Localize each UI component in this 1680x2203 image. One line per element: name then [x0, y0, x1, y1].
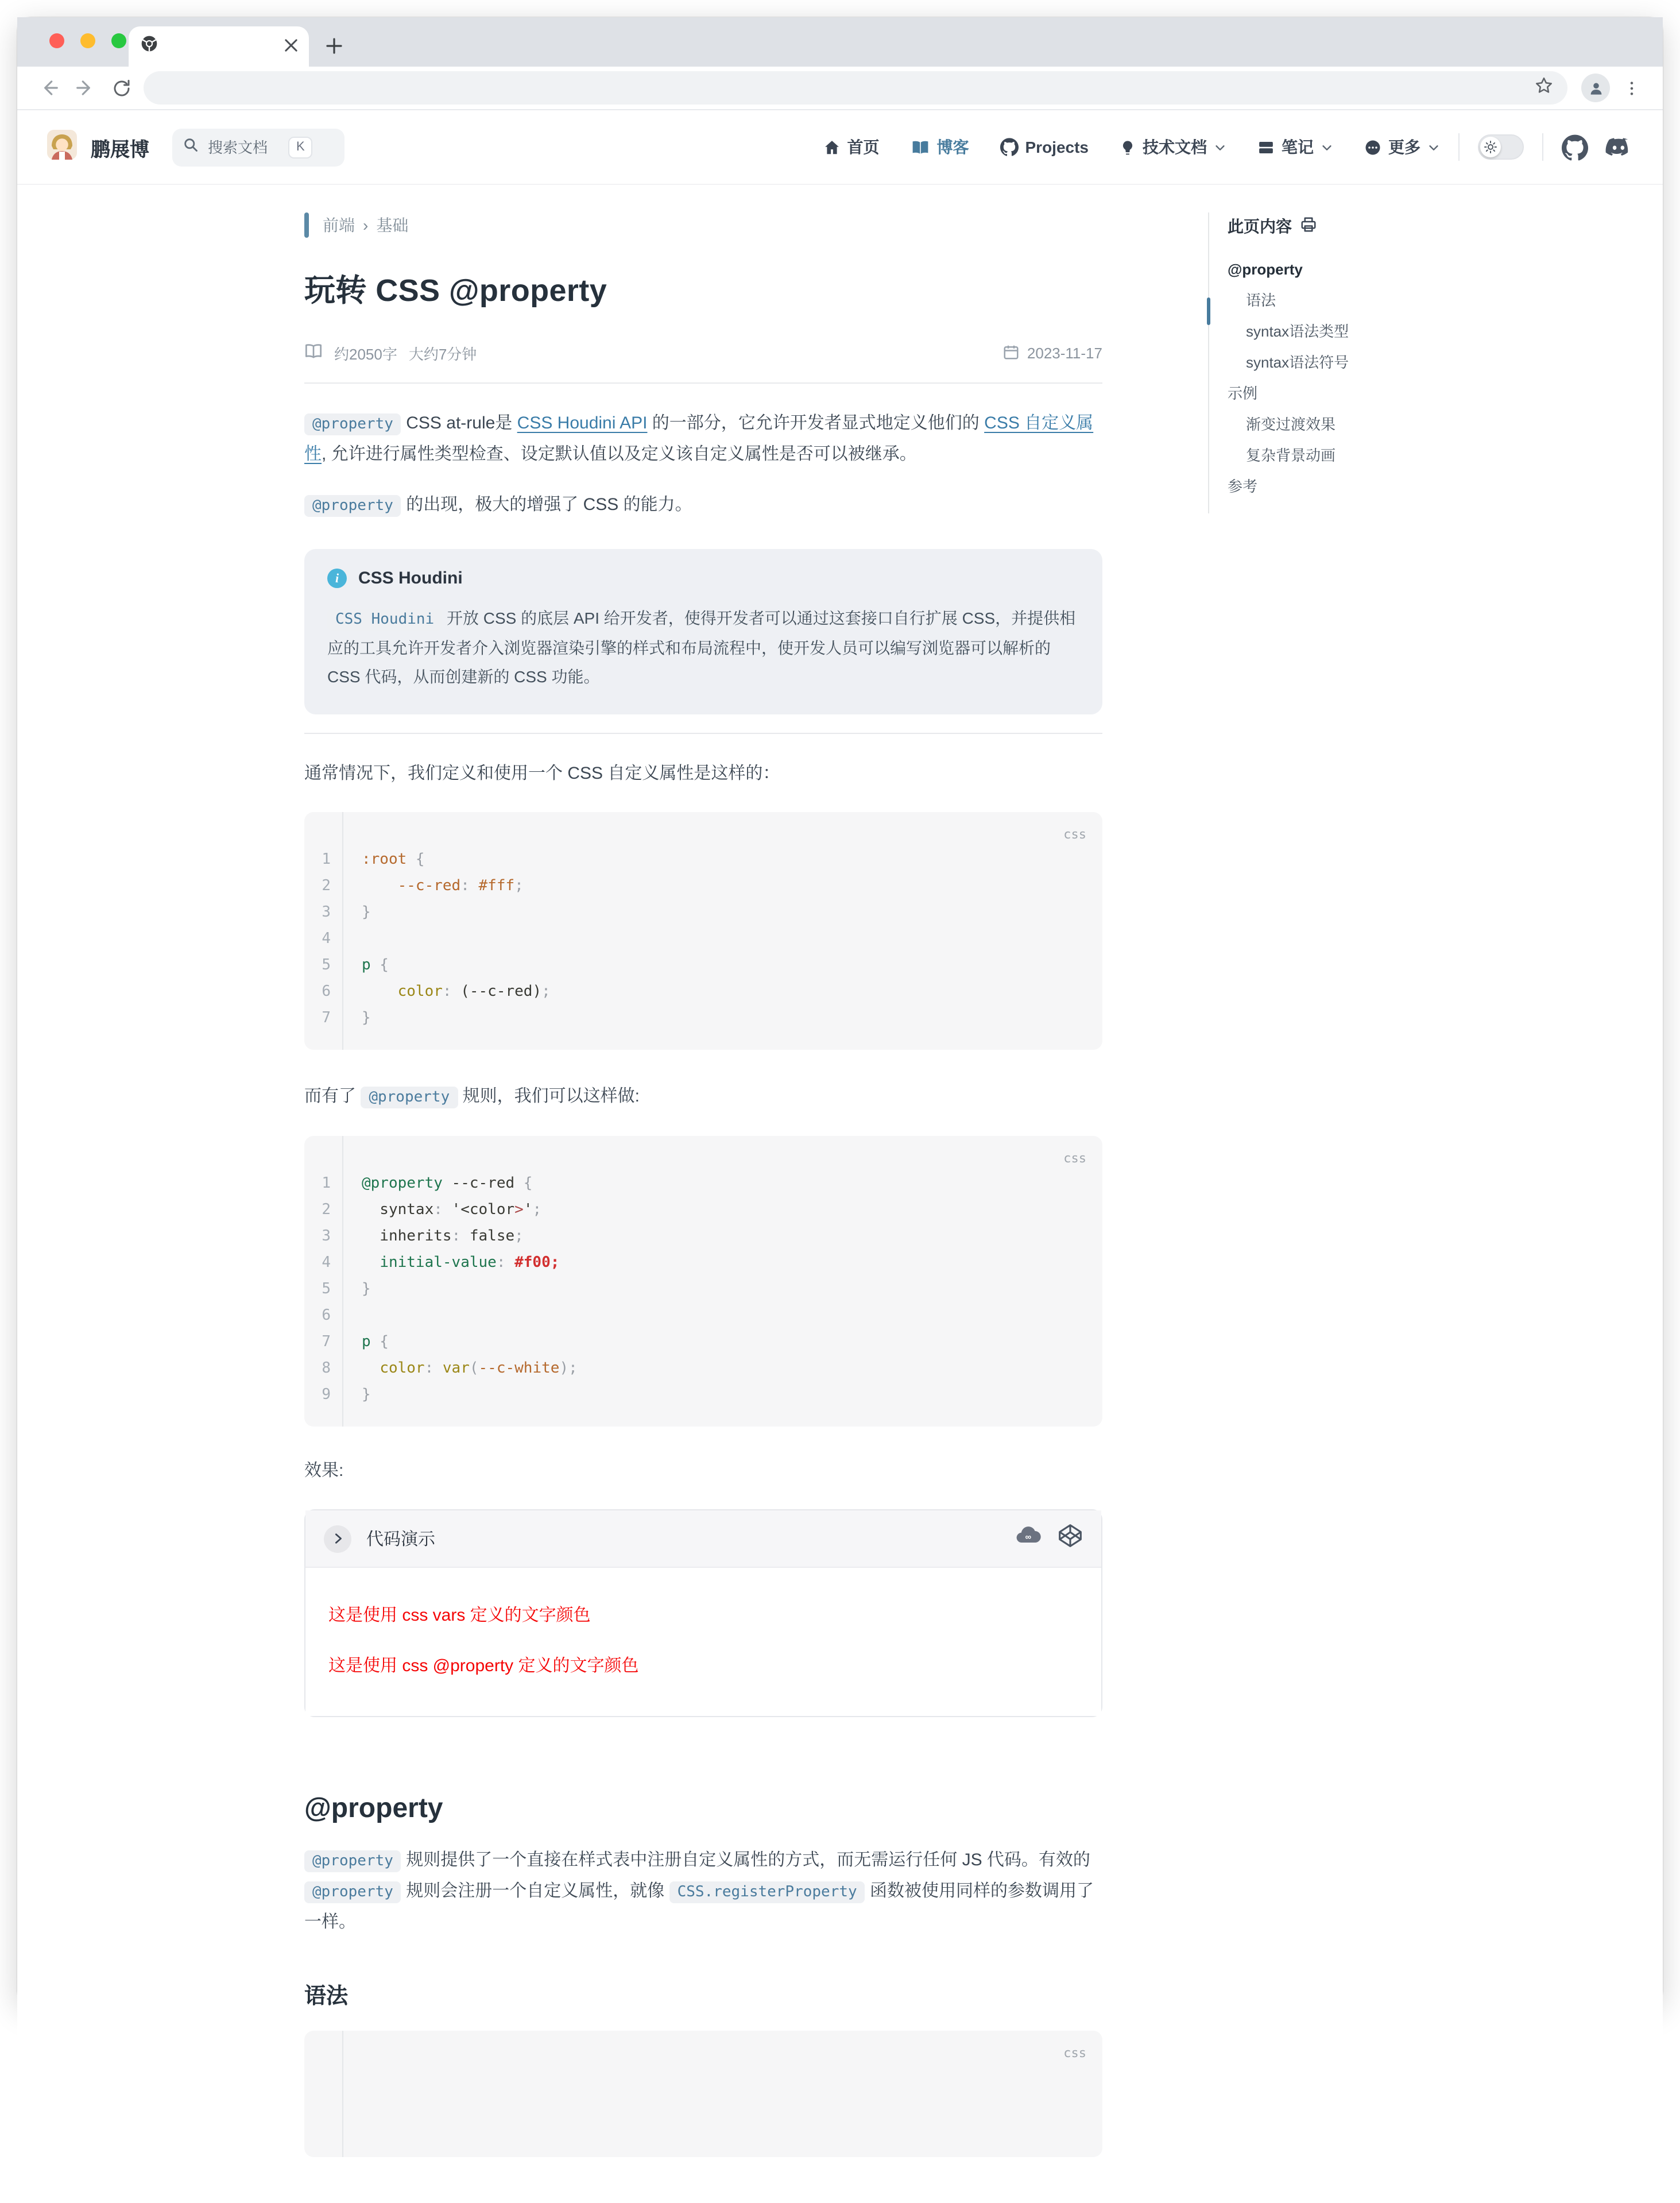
- toc-item-语法[interactable]: 语法: [1246, 292, 1276, 309]
- code-demo-panel: [304, 1509, 1102, 1717]
- nav-item-label: 更多: [1388, 138, 1420, 156]
- callout-title: CSS Houdini: [358, 569, 463, 588]
- page-body: [17, 185, 1663, 2203]
- sun-icon: [1480, 137, 1501, 157]
- breadcrumb-accent-bar: [304, 212, 309, 238]
- code-content: [343, 812, 1102, 1050]
- line-numbers: 1 2 3 4 5 6 7 8 9: [304, 1136, 343, 1427]
- info-callout: [304, 549, 1102, 714]
- close-window-button[interactable]: [49, 33, 64, 48]
- article-meta: [304, 342, 1102, 364]
- maximize-window-button[interactable]: [111, 33, 126, 48]
- code-block-at-property[interactable]: [304, 1136, 1102, 1427]
- code-line: p {: [362, 1334, 389, 1351]
- codepen-icon[interactable]: [1058, 1523, 1083, 1554]
- inline-code: @property: [304, 1850, 401, 1872]
- code-content: [343, 1136, 1102, 1427]
- divider: [304, 733, 1102, 734]
- breadcrumb-page[interactable]: 基础: [376, 216, 409, 234]
- code-line: }: [362, 1010, 371, 1027]
- toc-item-syntax语法符号[interactable]: syntax语法符号: [1246, 354, 1349, 371]
- toc-item-参考[interactable]: 参考: [1228, 478, 1258, 495]
- code-line: [362, 1303, 1084, 1329]
- code-line: syntax: '<color>';: [362, 1201, 542, 1219]
- browser-tab[interactable]: [129, 26, 309, 67]
- section-heading-at-property: @property: [304, 1793, 443, 1824]
- nav-item-label: 首页: [847, 138, 880, 156]
- toc-item-渐变过渡效果[interactable]: 渐变过渡效果: [1246, 416, 1336, 433]
- code-line: p {: [362, 957, 389, 974]
- read-time: 大约7分钟: [408, 346, 477, 363]
- toc-title: 此页内容: [1228, 217, 1292, 235]
- expand-demo-button[interactable]: [324, 1525, 351, 1552]
- text-run: 规则，我们可以这样做:: [458, 1087, 640, 1106]
- demo-text-css-vars: 这是使用 css vars 定义的文字颜色: [328, 1606, 591, 1625]
- code-line: :root {: [362, 851, 425, 868]
- home-icon: [823, 138, 841, 156]
- text-run: 而有了: [304, 1087, 361, 1106]
- publish-date: 2023-11-17: [1027, 345, 1102, 362]
- code-line: initial-value: #f00;: [380, 1254, 560, 1271]
- paragraph: [304, 490, 1102, 521]
- code-line: @property --c-red {: [362, 1175, 533, 1192]
- link-css-custom-properties[interactable]: CSS 自定义属性: [304, 413, 1094, 464]
- print-icon[interactable]: [1300, 216, 1317, 237]
- svg-text:∞: ∞: [1025, 1532, 1032, 1543]
- code-block-syntax[interactable]: [304, 2031, 1102, 2157]
- nav-item-docs[interactable]: [1120, 136, 1226, 159]
- demo-title: 代码演示: [366, 1530, 436, 1549]
- code-line: color: (--c-red);: [397, 983, 551, 1000]
- nav-item-more[interactable]: [1364, 136, 1440, 159]
- code-language-label: css: [1063, 1151, 1086, 1166]
- search-kbd-hint: K: [288, 136, 313, 158]
- bookmark-star-icon[interactable]: [1534, 75, 1554, 101]
- link-css-houdini-api[interactable]: CSS Houdini API: [517, 413, 648, 433]
- nav-item-label: 笔记: [1282, 138, 1314, 156]
- header-divider: [1542, 133, 1543, 161]
- breadcrumb-separator: ›: [363, 216, 369, 234]
- reload-button[interactable]: [107, 73, 137, 103]
- forward-button[interactable]: [70, 73, 100, 103]
- demo-output: [305, 1568, 1101, 1716]
- favicon-chrome-icon: [140, 34, 158, 59]
- breadcrumb-section[interactable]: 前端: [323, 216, 355, 234]
- code-demo-header[interactable]: [305, 1510, 1101, 1568]
- paragraph: 效果:: [304, 1461, 344, 1481]
- notes-icon: [1257, 138, 1275, 156]
- inline-code: CSS.registerProperty: [669, 1881, 865, 1903]
- text-run: 函数被使用同样的参数调用了一样。: [304, 1881, 1094, 1932]
- nav-item-label: 技术文档: [1143, 138, 1207, 156]
- inline-code: @property: [304, 413, 401, 435]
- browser-menu-button[interactable]: [1617, 73, 1647, 103]
- calendar-icon: [1003, 343, 1020, 364]
- theme-toggle[interactable]: [1478, 134, 1524, 160]
- text-run: 的出现，极大的增强了 CSS 的能力。: [401, 495, 692, 515]
- text-run: 规则提供了一个直接在样式表中注册自定义属性的方式，而无需运行任何 JS 代码。有效的: [401, 1850, 1090, 1870]
- search-input[interactable]: [206, 137, 281, 157]
- page-title: 玩转 CSS @property: [304, 273, 607, 308]
- close-tab-icon[interactable]: [285, 36, 297, 57]
- new-tab-button[interactable]: [318, 30, 350, 62]
- text-run: , 允许进行属性类型检查、设定默认值以及定义该自定义属性是否可以被继承。: [322, 445, 917, 464]
- text-run: 开放 CSS 的底层 API 给开发者，使得开发者可以通过这套接口自行扩展 CSS，并提供相应的工具允许开发者介入浏览器渲染引擎的样式和布局流程中，使开发人员可以编写浏览器可以解析的 CSS 代码，从而创建新的 CSS 功能。: [327, 609, 1076, 686]
- demo-text-at-property: 这是使用 css @property 定义的文字颜色: [328, 1656, 639, 1676]
- code-language-label: css: [1063, 827, 1086, 842]
- browser-addressbar: [17, 67, 1663, 110]
- github-icon: [1000, 138, 1019, 156]
- paragraph: [304, 409, 1102, 470]
- article: [304, 185, 1102, 2203]
- book-icon: [911, 137, 930, 157]
- bulb-icon: [1120, 138, 1136, 156]
- search-icon: [183, 136, 199, 158]
- line-numbers: 1 2 3 4 5 6 7: [304, 812, 343, 1050]
- avatar: [47, 129, 77, 165]
- inline-code: @property: [361, 1087, 458, 1108]
- word-count: 约2050字: [334, 346, 397, 363]
- text-run: CSS at-rule是: [401, 413, 517, 433]
- code-line: --c-red: #fff;: [397, 878, 524, 895]
- nav-item-notes[interactable]: [1257, 136, 1333, 159]
- back-button[interactable]: [33, 73, 63, 103]
- discord-link-icon[interactable]: [1604, 133, 1633, 161]
- line-numbers: [304, 2031, 343, 2157]
- code-language-label: css: [1063, 2046, 1086, 2061]
- toc-item-syntax语法类型[interactable]: syntax语法类型: [1246, 323, 1349, 340]
- nav-item-projects[interactable]: [1000, 138, 1089, 156]
- main-nav: [823, 136, 1441, 159]
- minimize-window-button[interactable]: [80, 33, 95, 48]
- nav-item-label: 博客: [936, 138, 969, 156]
- site-title: 鹏展博: [91, 138, 149, 160]
- code-line: [362, 926, 1084, 952]
- traffic-lights: [49, 33, 126, 48]
- url-bar[interactable]: [144, 71, 1567, 105]
- browser-profile-button[interactable]: [1581, 74, 1610, 102]
- code-line: }: [362, 1281, 371, 1298]
- more-icon: [1364, 138, 1381, 156]
- code-content: [343, 2031, 1102, 2157]
- chevron-down-icon: [1321, 141, 1333, 153]
- nav-item-label: Projects: [1025, 138, 1089, 156]
- breadcrumb: [304, 212, 1102, 238]
- inline-code: CSS Houdini: [327, 609, 442, 631]
- code-line: color: var(--c-white);: [380, 1360, 578, 1377]
- inline-code: @property: [304, 495, 401, 517]
- site-header: [17, 110, 1663, 185]
- toc-item-复杂背景动画[interactable]: 复杂背景动画: [1246, 447, 1336, 464]
- cloud-playground-icon[interactable]: [1014, 1522, 1042, 1555]
- nav-item-blog[interactable]: [911, 136, 969, 159]
- divider: [304, 382, 1102, 384]
- book-open-icon: [304, 342, 323, 364]
- browser-tabbar: [17, 17, 1663, 67]
- text-run: 的一部分，它允许开发者显式地定义他们的: [647, 413, 985, 433]
- info-icon: i: [327, 569, 347, 588]
- paragraph: 通常情况下，我们定义和使用一个 CSS 自定义属性是这样的：: [304, 764, 780, 783]
- code-block-css-vars[interactable]: [304, 812, 1102, 1050]
- subsection-heading-syntax: 语法: [304, 1985, 349, 2009]
- header-divider: [1458, 133, 1460, 161]
- code-line: }: [362, 904, 371, 921]
- site-brand[interactable]: [47, 129, 149, 165]
- search-box[interactable]: [172, 128, 344, 166]
- toc-active-marker: [1207, 297, 1210, 325]
- paragraph: [304, 1846, 1102, 1938]
- code-line: }: [362, 1386, 371, 1404]
- nav-item-home[interactable]: [823, 136, 880, 159]
- text-run: 规则会注册一个自定义属性，就像: [401, 1881, 669, 1901]
- paragraph: [304, 1082, 1102, 1113]
- inline-code: @property: [304, 1881, 401, 1903]
- chevron-down-icon: [1214, 141, 1226, 153]
- chevron-down-icon: [1427, 141, 1440, 153]
- browser-window: [17, 17, 1663, 2061]
- toc-item-@property[interactable]: @property: [1228, 261, 1303, 278]
- toc-item-示例[interactable]: 示例: [1228, 385, 1258, 402]
- code-line: inherits: false;: [362, 1228, 524, 1245]
- table-of-contents: [1208, 212, 1507, 513]
- github-link-icon[interactable]: [1562, 134, 1588, 160]
